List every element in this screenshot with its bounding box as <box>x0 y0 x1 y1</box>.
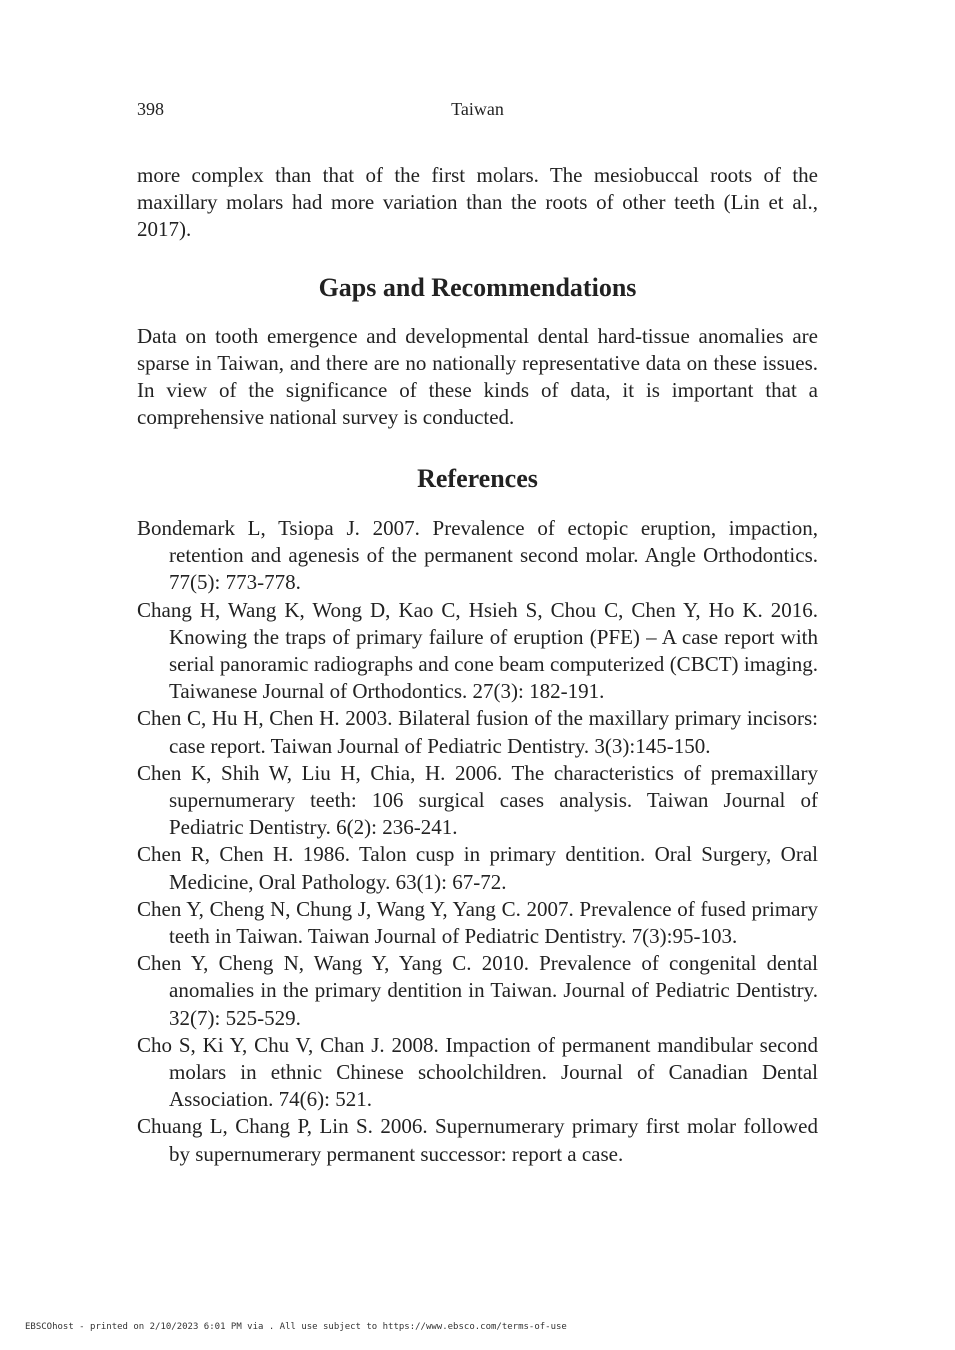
reference-item: Chen K, Shih W, Liu H, Chia, H. 2006. The characteristics of premaxillary supernumerary teeth: 106 surgical cases analysis. Taiwan Journal of Pediatric Dentistry. 6(2): 236-241. <box>137 760 818 840</box>
intro-paragraph: more complex than that of the first molars. The mesiobuccal roots of the maxillary molars had more variation than the roots of other teeth (Lin et al., 2017). <box>137 163 818 241</box>
reference-item: Chuang L, Chang P, Lin S. 2006. Supernumerary primary first molar followed by supernumerary permanent successor: report a case. <box>137 1114 818 1166</box>
reference-item: Chen C, Hu H, Chen H. 2003. Bilateral fusion of the maxillary primary incisors: case report. Taiwan Journal of Pediatric Dentistry. 3(3):145-150. <box>137 706 818 758</box>
reference-item: Chen R, Chen H. 1986. Talon cusp in primary dentition. Oral Surgery, Oral Medicine, Oral Pathology. 63(1): 67-72. <box>137 842 818 894</box>
gaps-paragraph: Data on tooth emergence and developmental dental hard-tissue anomalies are sparse in Taiwan, and there are no nationally representative data on these issues. In view of the significance of these kinds of data, it is important that a comprehensive national survey is conducted. <box>137 324 818 429</box>
reference-item: Chen Y, Cheng N, Wang Y, Yang C. 2010. Prevalence of congenital dental anomalies in the primary dentition in Taiwan. Journal of Pediatric Dentistry. 32(7): 525-529. <box>137 951 818 1030</box>
references-heading: References <box>417 464 538 493</box>
running-title: Taiwan <box>451 99 504 119</box>
reference-list <box>137 515 818 1168</box>
reference-item: Chen Y, Cheng N, Chung J, Wang Y, Yang C. 2007. Prevalence of fused primary teeth in Taiwan. Taiwan Journal of Pediatric Dentistry. 7(3):95-103. <box>137 896 818 949</box>
reference-item: Cho S, Ki Y, Chu V, Chan J. 2008. Impaction of permanent mandibular second molars in ethnic Chinese schoolchildren. Journal of Canadian Dental Association. 74(6): 521. <box>137 1032 818 1112</box>
print-footer: EBSCOhost - printed on 2/10/2023 6:01 PM via . All use subject to https://www.ebsco.com/terms-of-use <box>25 1322 567 1332</box>
reference-item: Chang H, Wang K, Wong D, Kao C, Hsieh S, Chou C, Chen Y, Ho K. 2016. Knowing the traps of primary failure of eruption (PFE) – A case report with serial panoramic radiographs and cone beam computerized (CBCT) imaging. Taiwanese Journal of Orthodontics. 27(3): 182-191. <box>137 597 818 704</box>
page-content <box>137 162 818 1168</box>
page-number: 398 <box>137 99 164 119</box>
reference-item: Bondemark L, Tsiopa J. 2007. Prevalence of ectopic eruption, impaction, retention and agenesis of the permanent second molar. Angle Orthodontics. 77(5): 773-778. <box>137 516 818 595</box>
gaps-heading: Gaps and Recommendations <box>318 273 637 302</box>
